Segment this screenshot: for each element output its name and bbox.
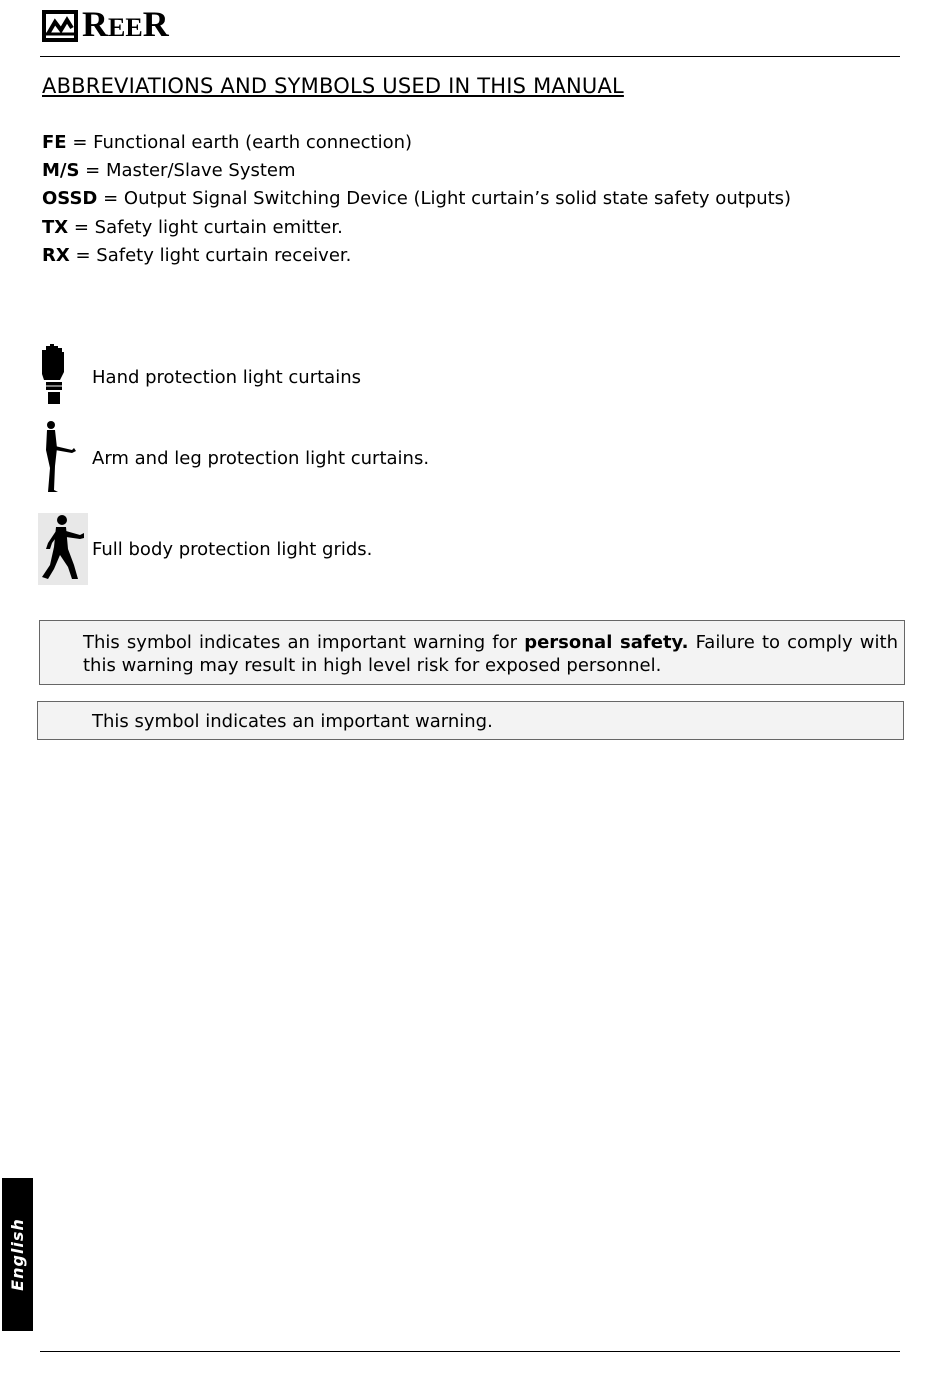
abbreviation-item — [42, 185, 791, 213]
language-label: English — [8, 1218, 27, 1291]
page-title: ABBREVIATIONS AND SYMBOLS USED IN THIS MANUAL — [42, 74, 624, 98]
personal-safety-warning-box — [39, 620, 905, 685]
abbreviation-item — [42, 242, 791, 270]
symbol-label: Full body protection light grids. — [92, 538, 373, 560]
warning-text-start: This symbol indicates an important warning for — [83, 632, 525, 653]
standing-person-icon — [38, 420, 88, 496]
general-warning-box — [37, 701, 904, 740]
abbreviation-definition: = Safety light curtain emitter. — [68, 216, 343, 238]
reer-logo-icon — [42, 10, 78, 42]
symbol-walking-row — [38, 513, 372, 585]
abbreviation-definition: = Master/Slave System — [79, 160, 296, 182]
abbreviation-definition: = Functional earth (earth connection) — [66, 132, 413, 153]
warning-text-end: Failure to comply with this warning may result in high level risk for exposed personnel. — [83, 632, 898, 676]
abbreviation-term: RX — [42, 244, 70, 266]
symbol-standing-row — [38, 420, 429, 496]
header-rule — [40, 56, 900, 57]
abbreviation-definition: = Output Signal Switching Device (Light curtain’s solid state safety outputs) — [97, 188, 792, 210]
abbreviation-term: M/S — [42, 160, 80, 182]
logo-wordmark: REER — [82, 4, 169, 44]
abbreviation-term: TX — [42, 216, 69, 238]
symbol-label: Hand protection light curtains — [92, 366, 361, 388]
abbreviation-term: OSSD — [42, 188, 98, 210]
language-tab — [2, 1178, 33, 1331]
abbreviation-item — [42, 129, 791, 157]
abbreviation-item — [42, 157, 791, 185]
abbreviation-definition: = Safety light curtain receiver. — [69, 244, 352, 266]
abbreviation-item — [42, 214, 791, 242]
reer-logo — [42, 4, 169, 44]
abbreviations-list — [42, 129, 791, 270]
footer-rule — [40, 1351, 900, 1352]
symbol-hand-row — [38, 342, 361, 412]
warning-emphasis: personal safety. — [524, 632, 689, 653]
symbol-label: Arm and leg protection light curtains. — [92, 447, 430, 469]
warning-text — [83, 631, 898, 677]
abbreviation-term: FE — [42, 132, 67, 153]
warning-text: This symbol indicates an important warning. — [92, 711, 493, 732]
hand-icon — [38, 342, 88, 412]
walking-person-icon — [38, 513, 88, 585]
